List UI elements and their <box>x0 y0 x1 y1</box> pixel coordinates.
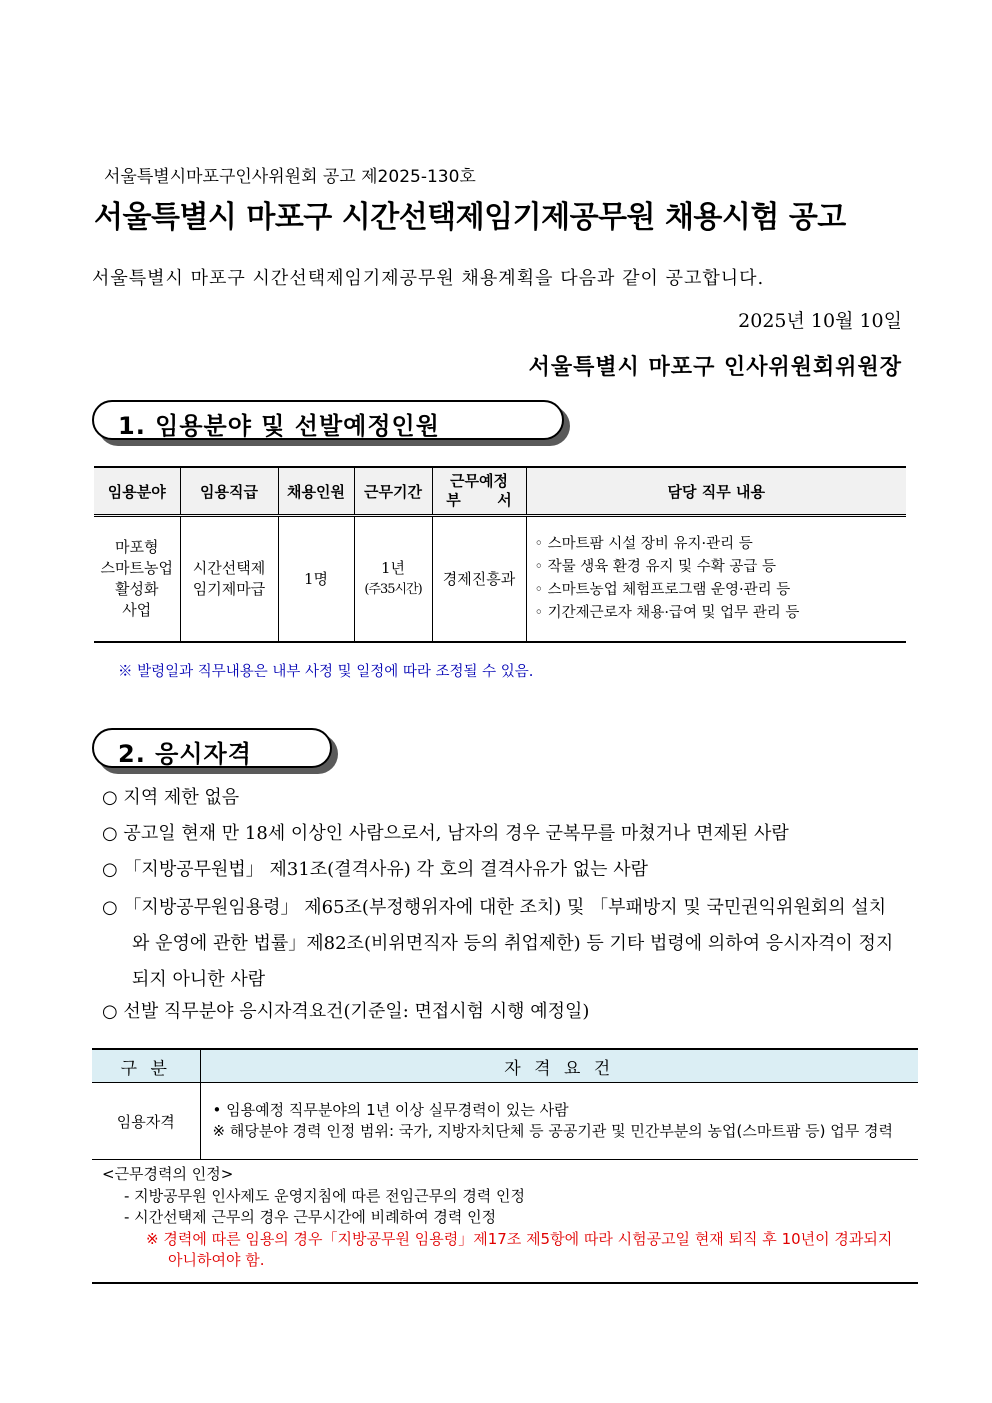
header-dept <box>432 467 526 516</box>
header-duties: 담당 직무 내용 <box>526 467 906 516</box>
notice-number: 서울특별시마포구인사위원회 공고 제2025-130호 <box>104 167 476 187</box>
list-item: ○ 「지방공무원임용령」 제65조(부정행위자에 대한 조치) 및 「부패방지 및 국민권익위원회의 설치와 운영에 관한 법률」제82조(비위면직자 등의 취업제한) 등 기타 법령에 의하여 응시자격이 정지되지 아니한 사람 <box>102 897 894 990</box>
requirement-note: ※ 해당분야 경력 인정 범위: 국가, 지방자치단체 등 공공기관 및 민간부분의 농업(스마트팜 등) 업무 경력 <box>212 1122 893 1140</box>
header-dept-line1: 근무예정 <box>450 472 508 490</box>
section2-heading-text: 2. 응시자격 <box>118 740 252 768</box>
list-item: ○ 지역 제한 없음 <box>102 787 240 808</box>
duty-item: ◦ 스마트팜 시설 장비 유지·관리 등 <box>534 536 753 552</box>
header-category: 구 분 <box>92 1049 200 1083</box>
field-line: 스마트농업 <box>100 559 173 577</box>
list-item: ○ 선발 직무분야 응시자격요건(기준일: 면접시험 시행 예정일) <box>102 1001 590 1022</box>
list-item: ○ 「지방공무원법」 제31조(결격사유) 각 호의 결격사유가 없는 사람 <box>102 859 649 880</box>
signer: 서울특별시 마포구 인사위원회위원장 <box>528 354 902 380</box>
cell-requirement <box>200 1083 918 1160</box>
table-row <box>92 1083 918 1160</box>
section1-note: ※ 발령일과 직무내용은 내부 사정 및 일정에 따라 조정될 수 있음. <box>118 664 534 680</box>
header-dept-line2: 부 서 <box>446 491 512 509</box>
list-item: ○ 공고일 현재 만 18세 이상인 사람으로서, 남자의 경우 군복무를 마쳤거나 면제된 사람 <box>102 823 789 844</box>
cell-dept: 경제진흥과 <box>432 516 526 643</box>
header-requirement: 자 격 요 건 <box>200 1049 918 1083</box>
cell-category: 임용자격 <box>92 1083 200 1160</box>
table-row <box>92 1160 918 1283</box>
positions-table <box>94 466 906 643</box>
notice-date: 2025년 10월 10일 <box>738 310 902 332</box>
requirements-header-row <box>92 1049 918 1083</box>
footer-warning: ※ 경력에 따른 임용의 경우「지방공무원 임용령」제17조 제5항에 따라 시험공고일 현재 퇴직 후 10년이 경과되지 아니하여야 함. <box>146 1229 893 1269</box>
period-line2: (주35시간) <box>364 582 422 597</box>
requirements-table <box>92 1048 918 1284</box>
duty-item: ◦ 기간제근로자 채용·급여 및 업무 관리 등 <box>534 605 800 621</box>
cell-grade <box>180 516 278 643</box>
header-count: 채용인원 <box>278 467 354 516</box>
period-line1: 1년 <box>380 559 406 577</box>
table-row <box>94 516 906 643</box>
section1-heading <box>92 400 564 440</box>
grade-line: 임기제마급 <box>192 580 266 598</box>
intro-text: 서울특별시 마포구 시간선택제임기제공무원 채용계획을 다음과 같이 공고합니다. <box>92 268 765 289</box>
cell-duties <box>526 516 906 643</box>
cell-count: 1명 <box>278 516 354 643</box>
duty-item: ◦ 작물 생육 환경 유지 및 수확 공급 등 <box>534 559 777 575</box>
cell-period <box>354 516 432 643</box>
section2-heading <box>92 728 332 768</box>
grade-line: 시간선택제 <box>192 559 266 577</box>
field-line: 활성화 <box>115 580 159 598</box>
positions-header-row <box>94 467 906 516</box>
duty-item: ◦ 스마트농업 체험프로그램 운영·관리 등 <box>534 582 791 598</box>
field-line: 마포형 <box>115 538 159 556</box>
requirement-text: • 임용예정 직무분야의 1년 이상 실무경력이 있는 사람 <box>212 1101 569 1119</box>
qualification-list <box>102 786 902 1036</box>
experience-recognition <box>92 1160 918 1283</box>
header-period: 근무기간 <box>354 467 432 516</box>
footer-item: - 지방공무원 인사제도 운영지침에 따른 전임근무의 경력 인정 <box>124 1186 526 1205</box>
footer-item: - 시간선택제 근무의 경우 근무시간에 비례하여 경력 인정 <box>124 1208 497 1226</box>
cell-field <box>94 516 180 643</box>
page-title: 서울특별시 마포구 시간선택제임기제공무원 채용시험 공고 <box>94 200 846 235</box>
header-grade: 임용직급 <box>180 467 278 516</box>
header-field: 임용분야 <box>94 467 180 516</box>
footer-title: <근무경력의 인정> <box>102 1165 234 1183</box>
section1-heading-text: 1. 임용분야 및 선발예정인원 <box>118 412 440 440</box>
field-line: 사업 <box>122 601 152 619</box>
